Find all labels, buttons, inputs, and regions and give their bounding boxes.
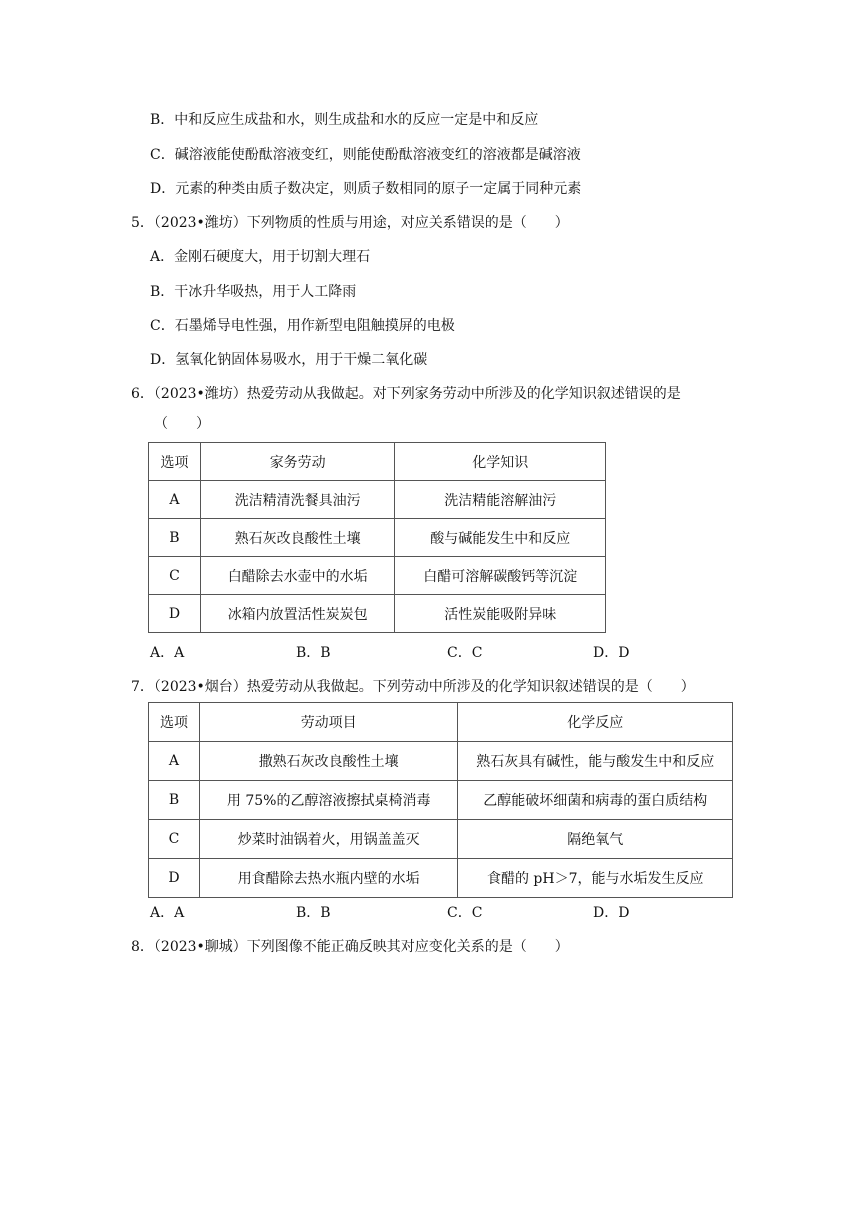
q7-table — [148, 702, 733, 898]
table-cell: 洗洁精清洗餐具油污 — [200, 481, 395, 519]
table-cell: 酸与碱能发生中和反应 — [395, 519, 606, 557]
table-cell: B — [149, 781, 200, 820]
q6-stem: 6．（2023•潍坊）热爱劳动从我做起。对下列家务劳动中所涉及的化学知识叙述错误的是 — [131, 386, 681, 402]
table-cell: 白醋除去水壶中的水垢 — [200, 557, 395, 595]
table-cell: 白醋可溶解碳酸钙等沉淀 — [395, 557, 606, 595]
table-row — [149, 742, 733, 781]
table-cell: 熟石灰具有碱性，能与酸发生中和反应 — [458, 742, 733, 781]
q4-option-d: D．元素的种类由质子数决定，则质子数相同的原子一定属于同种元素 — [150, 181, 582, 197]
q5-option-c: C．石墨烯导电性强，用作新型电阻触摸屏的电极 — [150, 318, 455, 334]
table-cell: A — [149, 481, 201, 519]
q7-answer-b: B．B — [296, 905, 331, 921]
table-cell: 食醋的 pH＞7，能与水垢发生反应 — [458, 859, 733, 898]
table-cell: 撒熟石灰改良酸性土壤 — [199, 742, 458, 781]
table-cell: 乙醇能破坏细菌和病毒的蛋白质结构 — [458, 781, 733, 820]
table-row — [149, 481, 606, 519]
table-row — [149, 519, 606, 557]
table-row — [149, 781, 733, 820]
table-header-cell: 化学反应 — [458, 703, 733, 742]
table-cell: 洗洁精能溶解油污 — [395, 481, 606, 519]
q5-option-d: D．氢氧化钠固体易吸水，用于干燥二氧化碳 — [150, 352, 428, 368]
table-cell: B — [149, 519, 201, 557]
table-header-row — [149, 703, 733, 742]
table-header-cell: 化学知识 — [395, 443, 606, 481]
q4-option-b: B．中和反应生成盐和水，则生成盐和水的反应一定是中和反应 — [150, 112, 539, 128]
q6-table — [148, 442, 606, 633]
table-header-cell: 选项 — [149, 443, 201, 481]
q7-answer-d: D．D — [593, 905, 630, 921]
table-header-row — [149, 443, 606, 481]
q7-answer-a: A．A — [150, 905, 185, 921]
table-cell: 活性炭能吸附异味 — [395, 595, 606, 633]
table-cell: D — [149, 859, 200, 898]
q8-stem: 8．（2023•聊城）下列图像不能正确反映其对应变化关系的是（ ） — [131, 939, 569, 955]
q7-stem: 7．（2023•烟台）热爱劳动从我做起。下列劳动中所涉及的化学知识叙述错误的是（ ） — [131, 679, 695, 695]
q4-option-c: C．碱溶液能使酚酞溶液变红，则能使酚酞溶液变红的溶液都是碱溶液 — [150, 147, 581, 163]
q7-answer-c: C．C — [447, 905, 483, 921]
table-cell: 炒菜时油锅着火，用锅盖盖灭 — [199, 820, 458, 859]
table-row — [149, 595, 606, 633]
q6-answer-c: C．C — [447, 645, 483, 661]
q6-answer-a: A．A — [150, 645, 185, 661]
table-cell: A — [149, 742, 200, 781]
table-cell: 冰箱内放置活性炭炭包 — [200, 595, 395, 633]
table-cell: 熟石灰改良酸性土壤 — [200, 519, 395, 557]
q5-stem: 5．（2023•潍坊）下列物质的性质与用途，对应关系错误的是（ ） — [131, 215, 569, 231]
q6-stem-paren: （ ） — [154, 416, 210, 432]
table-header-cell: 劳动项目 — [199, 703, 458, 742]
table-cell: 隔绝氧气 — [458, 820, 733, 859]
table-cell: 用食醋除去热水瓶内壁的水垢 — [199, 859, 458, 898]
q6-answer-b: B．B — [296, 645, 331, 661]
table-header-cell: 选项 — [149, 703, 200, 742]
table-row — [149, 820, 733, 859]
q5-option-b: B．干冰升华吸热，用于人工降雨 — [150, 284, 357, 300]
q6-answer-d: D．D — [593, 645, 630, 661]
q5-option-a: A．金刚石硬度大，用于切割大理石 — [150, 249, 371, 265]
table-cell: C — [149, 557, 201, 595]
table-cell: D — [149, 595, 201, 633]
table-cell: C — [149, 820, 200, 859]
table-row — [149, 859, 733, 898]
table-header-cell: 家务劳动 — [200, 443, 395, 481]
table-row — [149, 557, 606, 595]
table-cell: 用 75%的乙醇溶液擦拭桌椅消毒 — [199, 781, 458, 820]
